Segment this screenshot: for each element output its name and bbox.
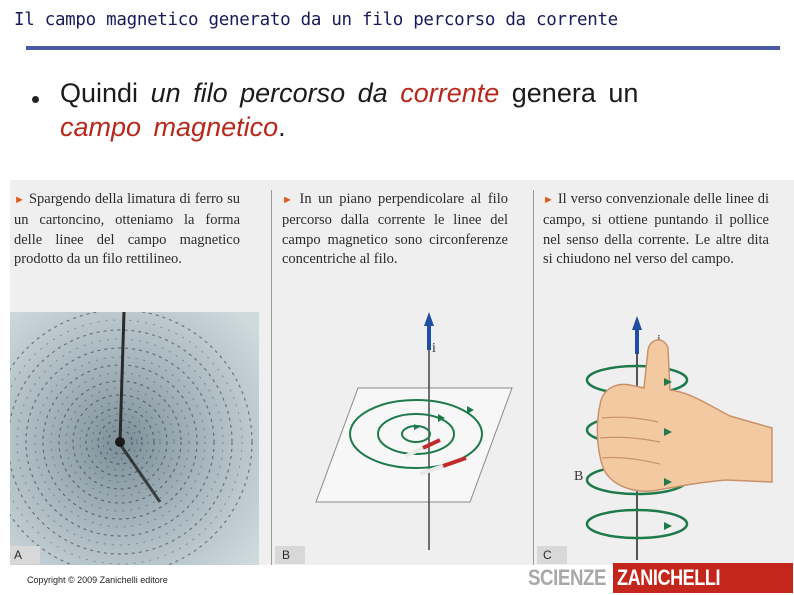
bullet-text-2: un filo percorso da (150, 78, 401, 108)
current-label-b: i (432, 341, 436, 356)
bullet-text-4: genera un (499, 78, 639, 108)
title-rule (26, 46, 780, 50)
bullet-text (60, 76, 750, 144)
caption-b (282, 190, 508, 270)
bullet-text-6: . (278, 112, 286, 142)
slide-title: Il campo magnetico generato da un filo percorso da corrente (14, 10, 618, 30)
logo-scienze: SCIENZE (528, 565, 607, 590)
logo-zanichelli (613, 563, 793, 593)
logo-zanichelli-text: ZANICHELLI (617, 565, 721, 590)
caption-a-text: Spargendo della limatura di ferro su un cartoncino, otteniamo la forma delle linee del campo magnetico prodotto da un filo rettilineo. (14, 191, 241, 268)
bullet-text-5: campo magnetico (60, 112, 279, 142)
caption-c (543, 190, 769, 270)
panel-label-box (537, 546, 567, 564)
copyright-text: Copyright © 2009 Zanichelli editore (27, 575, 168, 585)
caption-b-text: In un piano perpendicolare al filo percorso dalla corrente le linee del campo magnetico sono circonferenze concentriche al filo. (282, 191, 508, 268)
panel-divider (533, 190, 534, 565)
panel-divider (271, 190, 272, 565)
triangle-icon: ► (282, 194, 293, 206)
triangle-icon: ► (14, 194, 25, 206)
right-hand-rule-diagram (540, 310, 794, 565)
bullet-dot (32, 96, 39, 103)
caption-c-text: Il verso convenzionale delle linee di campo, si ottiene puntando il pollice nel senso della corrente. Le altre dita si chiudono nel verso del campo. (543, 191, 770, 268)
field-label-c: B (574, 469, 584, 484)
panel-label-c: C (543, 548, 552, 562)
field-lines-diagram (280, 310, 530, 565)
bullet-text-3: corrente (400, 78, 500, 108)
panel-label-b: B (282, 548, 291, 562)
caption-a (14, 190, 240, 270)
bullet-text-1: Quindi (60, 78, 151, 108)
panel-label-a: A (14, 548, 23, 562)
iron-filings-photo (10, 312, 259, 565)
triangle-icon: ► (543, 194, 554, 206)
